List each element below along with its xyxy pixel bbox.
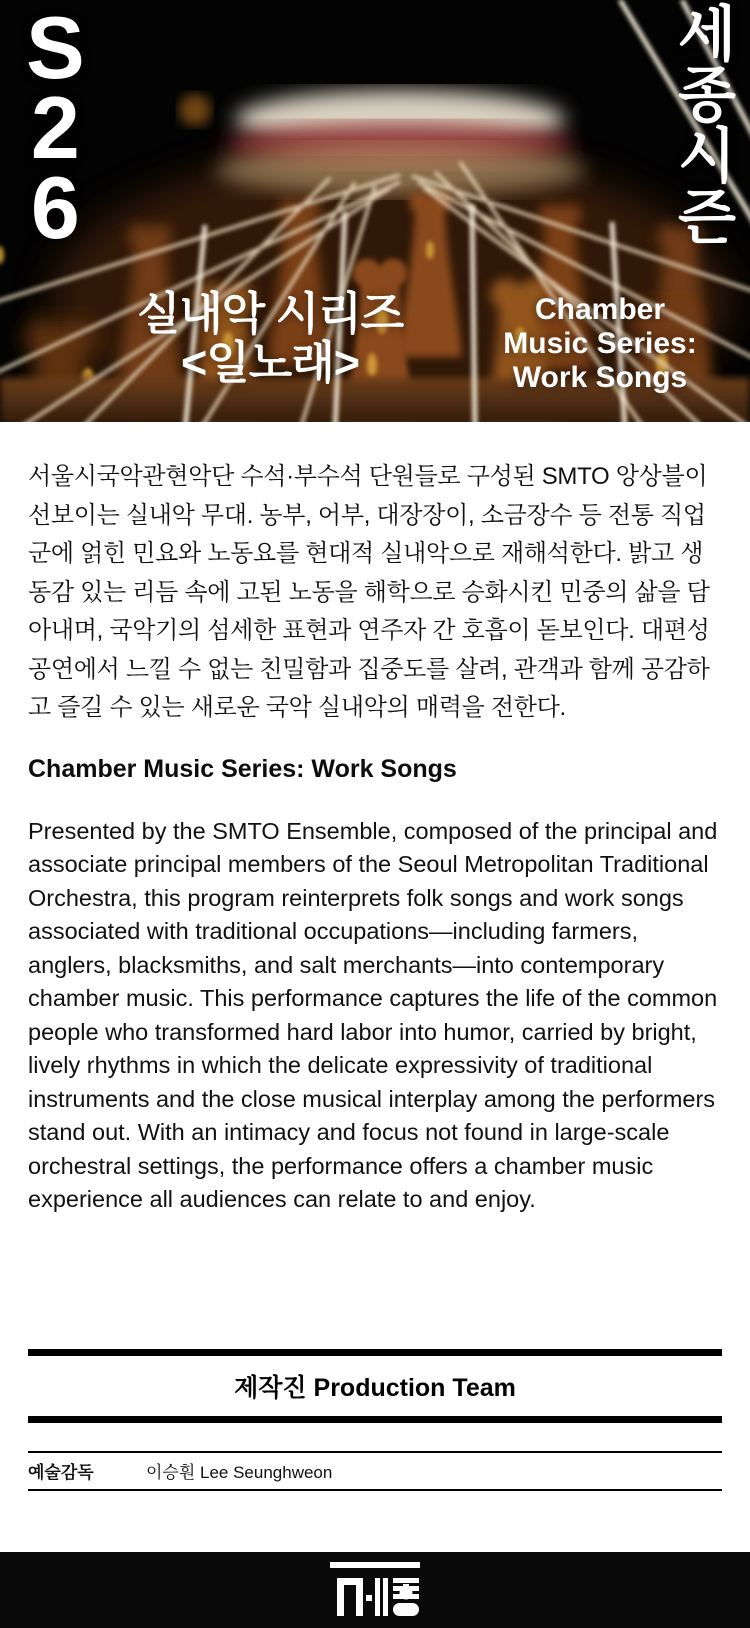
- credit-name-cell: 이승훤 Lee Seunghweon: [146, 1463, 333, 1482]
- brand-char: 즌: [678, 184, 736, 251]
- production-credits-table: [28, 1451, 722, 1491]
- brand-char: 세: [678, 1, 736, 68]
- english-section-heading: Chamber Music Series: Work Songs: [28, 754, 457, 783]
- hero-title-korean: [55, 289, 485, 387]
- brand-char: 시: [678, 123, 736, 190]
- hero-title-english: [455, 293, 745, 395]
- season-code-char: 6: [30, 158, 80, 257]
- brand-vertical-wordmark: [678, 1, 736, 251]
- sejong-center-logo-icon: [329, 1562, 421, 1618]
- intro-paragraph-korean: 서울시국악관현악단 수석·부수석 단원들로 구성된 SMTO 앙상블이 선보이는 실내악 무대. 농부, 어부, 대장장이, 소금장수 등 전통 직업군에 얽힌 민요와 노동요를 현대적 실내악으로 재해석한다. 밝고 생동감 있는 리듬 속에 고된 노동을 해학으로 승화시킨 민중의 삶을 담아내며, 국악기의 섬세한 표현과 연주자 간 호흡이 돋보인다. 대편성 공연에서 느낄 수 없는 친밀함과 집중도를 살려, 관객과 함께 공감하고 즐길 수 있는 새로운 국악 실내악의 매력을 전한다.: [28, 463, 710, 721]
- season-code-char: S: [26, 0, 85, 97]
- hero-title-korean-line1: 실내악 시리즈: [136, 288, 404, 339]
- hero-title-english-line2: Music Series:: [503, 327, 697, 360]
- hero-title-english-line1: Chamber: [534, 293, 666, 326]
- hero-title-korean-line2: <일노래>: [181, 337, 359, 388]
- intro-paragraph-english: Presented by the SMTO Ensemble, composed of the principal and associate principal members of the Seoul Metropolitan Traditional Orchestra, this program reinterprets folk songs and work songs associated with traditional occupations—including farmers, anglers, blacksmiths, and salt merchants—into contemporary chamber music. This performance captures the life of the common people who transformed hard labor into humor, carried by bright, lively rhythms in which the delicate expressivity of traditional instruments and the close musical interplay among the performers stand out. With an intimacy and focus not found in large-scale orchestral settings, the performance offers a chamber music experience all audiences can relate to and enjoy.: [28, 817, 718, 1212]
- footer-bar: [0, 1552, 750, 1628]
- section-rule-top: [28, 1349, 722, 1356]
- season-code-char: 2: [30, 78, 80, 177]
- brand-char: 종: [678, 62, 736, 129]
- season-code: [26, 0, 85, 257]
- hero-title-english-line3: Work Songs: [512, 361, 688, 394]
- table-row: [28, 1451, 722, 1491]
- credit-role-cell: 예술감독: [28, 1463, 94, 1482]
- production-team-section: [28, 1349, 722, 1423]
- section-rule-bottom: [28, 1416, 722, 1423]
- hero-banner: [0, 0, 750, 422]
- production-section-title: 제작진 Production Team: [234, 1373, 516, 1402]
